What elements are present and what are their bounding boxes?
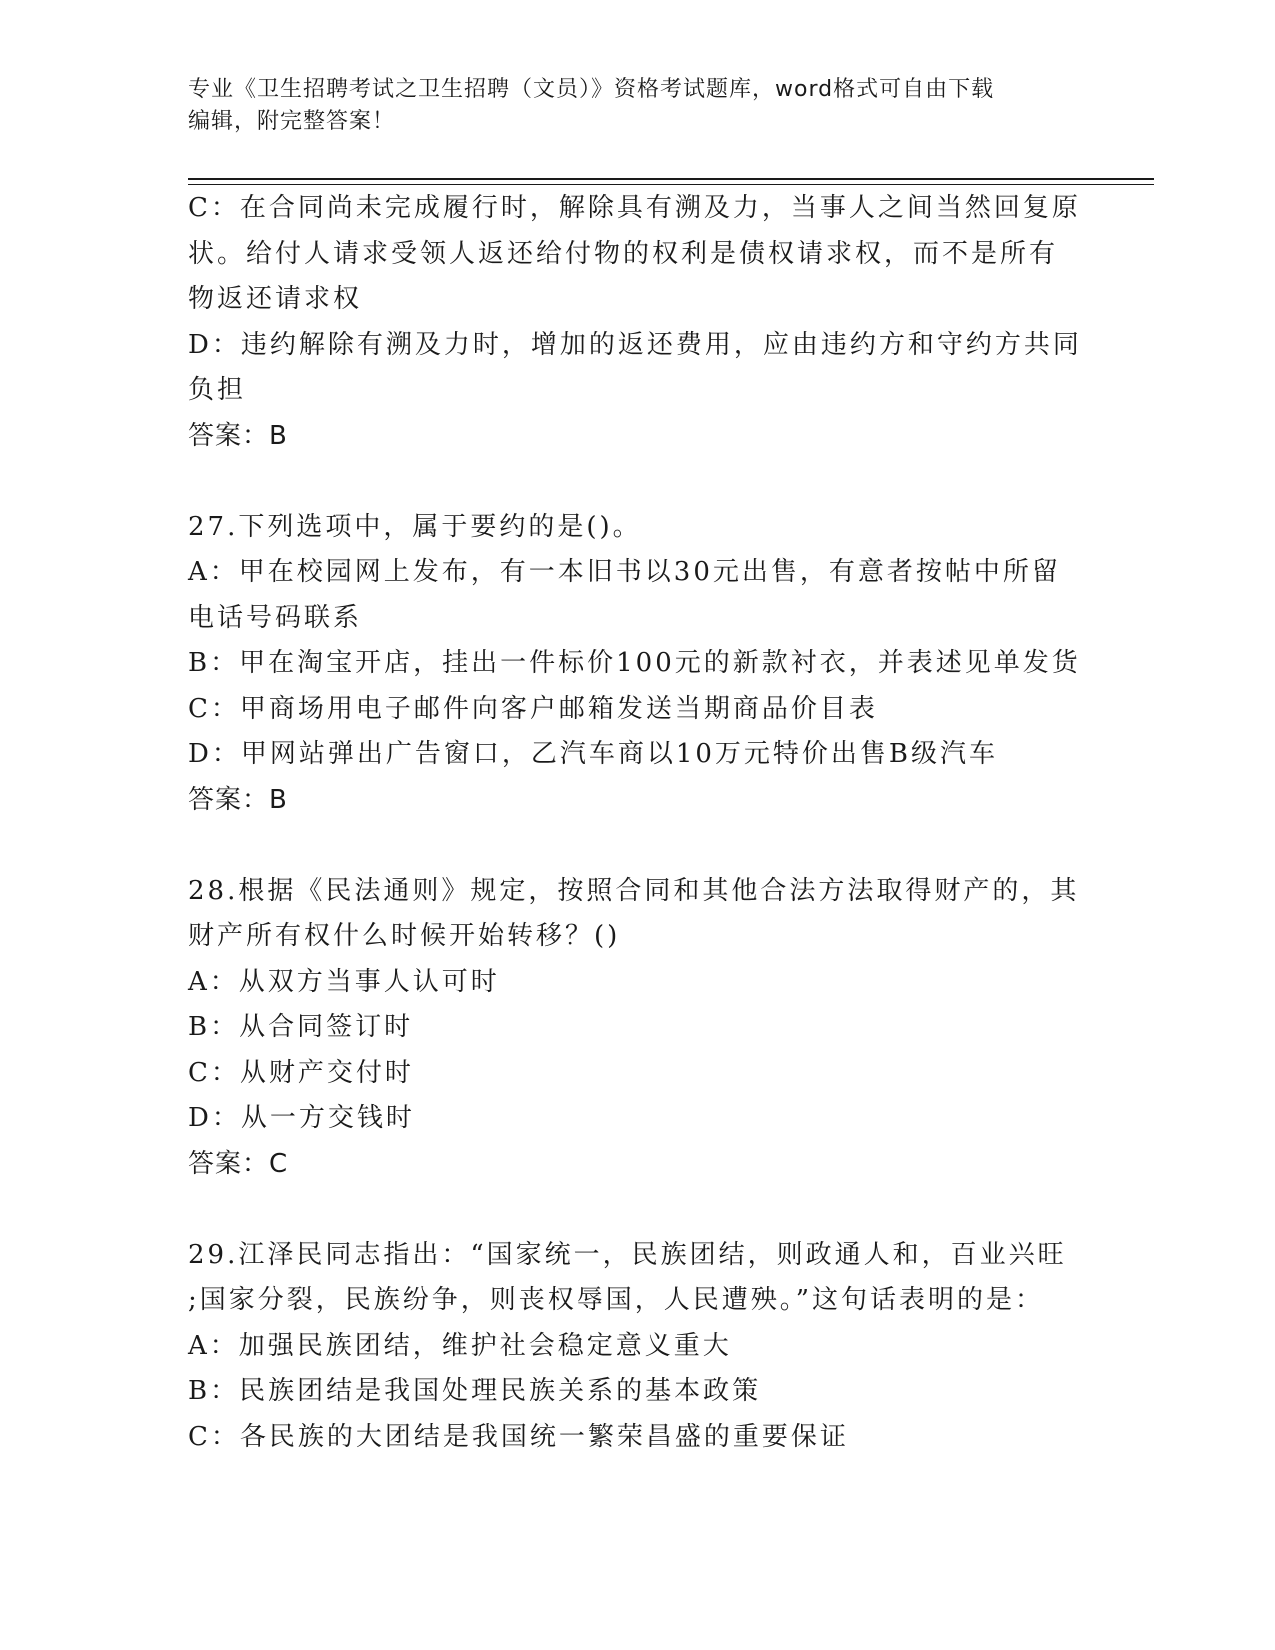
document-header [188, 74, 1078, 138]
question-26-continuation [188, 186, 1088, 459]
option-d: D：违约解除有溯及力时，增加的返还费用，应由违约方和守约方共同 [188, 329, 1082, 360]
option-d: D：甲网站弹出广告窗口，乙汽车商以10万元特价出售B级汽车 [188, 739, 999, 769]
option-c-cont: 物返还请求权 [188, 284, 363, 314]
header-line-1: 专业《卫生招聘考试之卫生招聘（文员）》资格考试题库，word格式可自由下载 [188, 77, 995, 102]
question-29 [188, 1233, 1088, 1461]
header-rule-thin [188, 184, 1154, 185]
answer-line: 答案：B [188, 420, 288, 451]
option-a: A：从双方当事人认可时 [188, 966, 500, 997]
option-b: B：民族团结是我国处理民族关系的基本政策 [188, 1376, 762, 1406]
option-d-cont: 负担 [188, 375, 247, 405]
header-rule-thick [188, 178, 1154, 180]
option-c: C：各民族的大团结是我国统一繁荣昌盛的重要保证 [188, 1421, 849, 1452]
answer-line: 答案：B [188, 784, 288, 815]
question-text-cont: ;国家分裂，民族纷争，则丧权辱国，人民遭殃。”这句话表明的是： [188, 1285, 1045, 1315]
option-c: C：在合同尚未完成履行时，解除具有溯及力，当事人之间当然回复原 [188, 193, 1081, 223]
option-c: C：甲商场用电子邮件向客户邮箱发送当期商品价目表 [188, 693, 878, 724]
spacer [188, 459, 1088, 505]
option-d: D：从一方交钱时 [188, 1103, 415, 1133]
question-27 [188, 505, 1088, 824]
option-a-cont: 电话号码联系 [188, 602, 363, 633]
answer-line: 答案：C [188, 1148, 289, 1179]
header-line-2: 编辑，附完整答案！ [188, 109, 396, 134]
spacer [188, 823, 1088, 869]
option-a: A：加强民族团结，维护社会稳定意义重大 [188, 1330, 732, 1361]
option-a: A：甲在校园网上发布，有一本旧书以30元出售，有意者按帖中所留 [188, 557, 1061, 587]
question-text: 28.根据《民法通则》规定，按照合同和其他合法方法取得财产的，其 [188, 875, 1080, 906]
option-c: C：从财产交付时 [188, 1057, 414, 1088]
question-text-cont: 财产所有权什么时候开始转移？() [188, 921, 621, 951]
document-body [188, 186, 1088, 1460]
question-text: 27.下列选项中，属于要约的是()。 [188, 511, 642, 542]
question-text: 29.江泽民同志指出：“国家统一，民族团结，则政通人和，百业兴旺 [188, 1239, 1067, 1270]
question-28 [188, 869, 1088, 1188]
option-b: B：从合同签订时 [188, 1012, 414, 1042]
option-b: B：甲在淘宝开店，挂出一件标价100元的新款衬衣，并表述见单发货 [188, 648, 1081, 678]
spacer [188, 1187, 1088, 1233]
option-c-cont: 状。给付人请求受领人返还给付物的权利是债权请求权，而不是所有 [188, 238, 1059, 269]
